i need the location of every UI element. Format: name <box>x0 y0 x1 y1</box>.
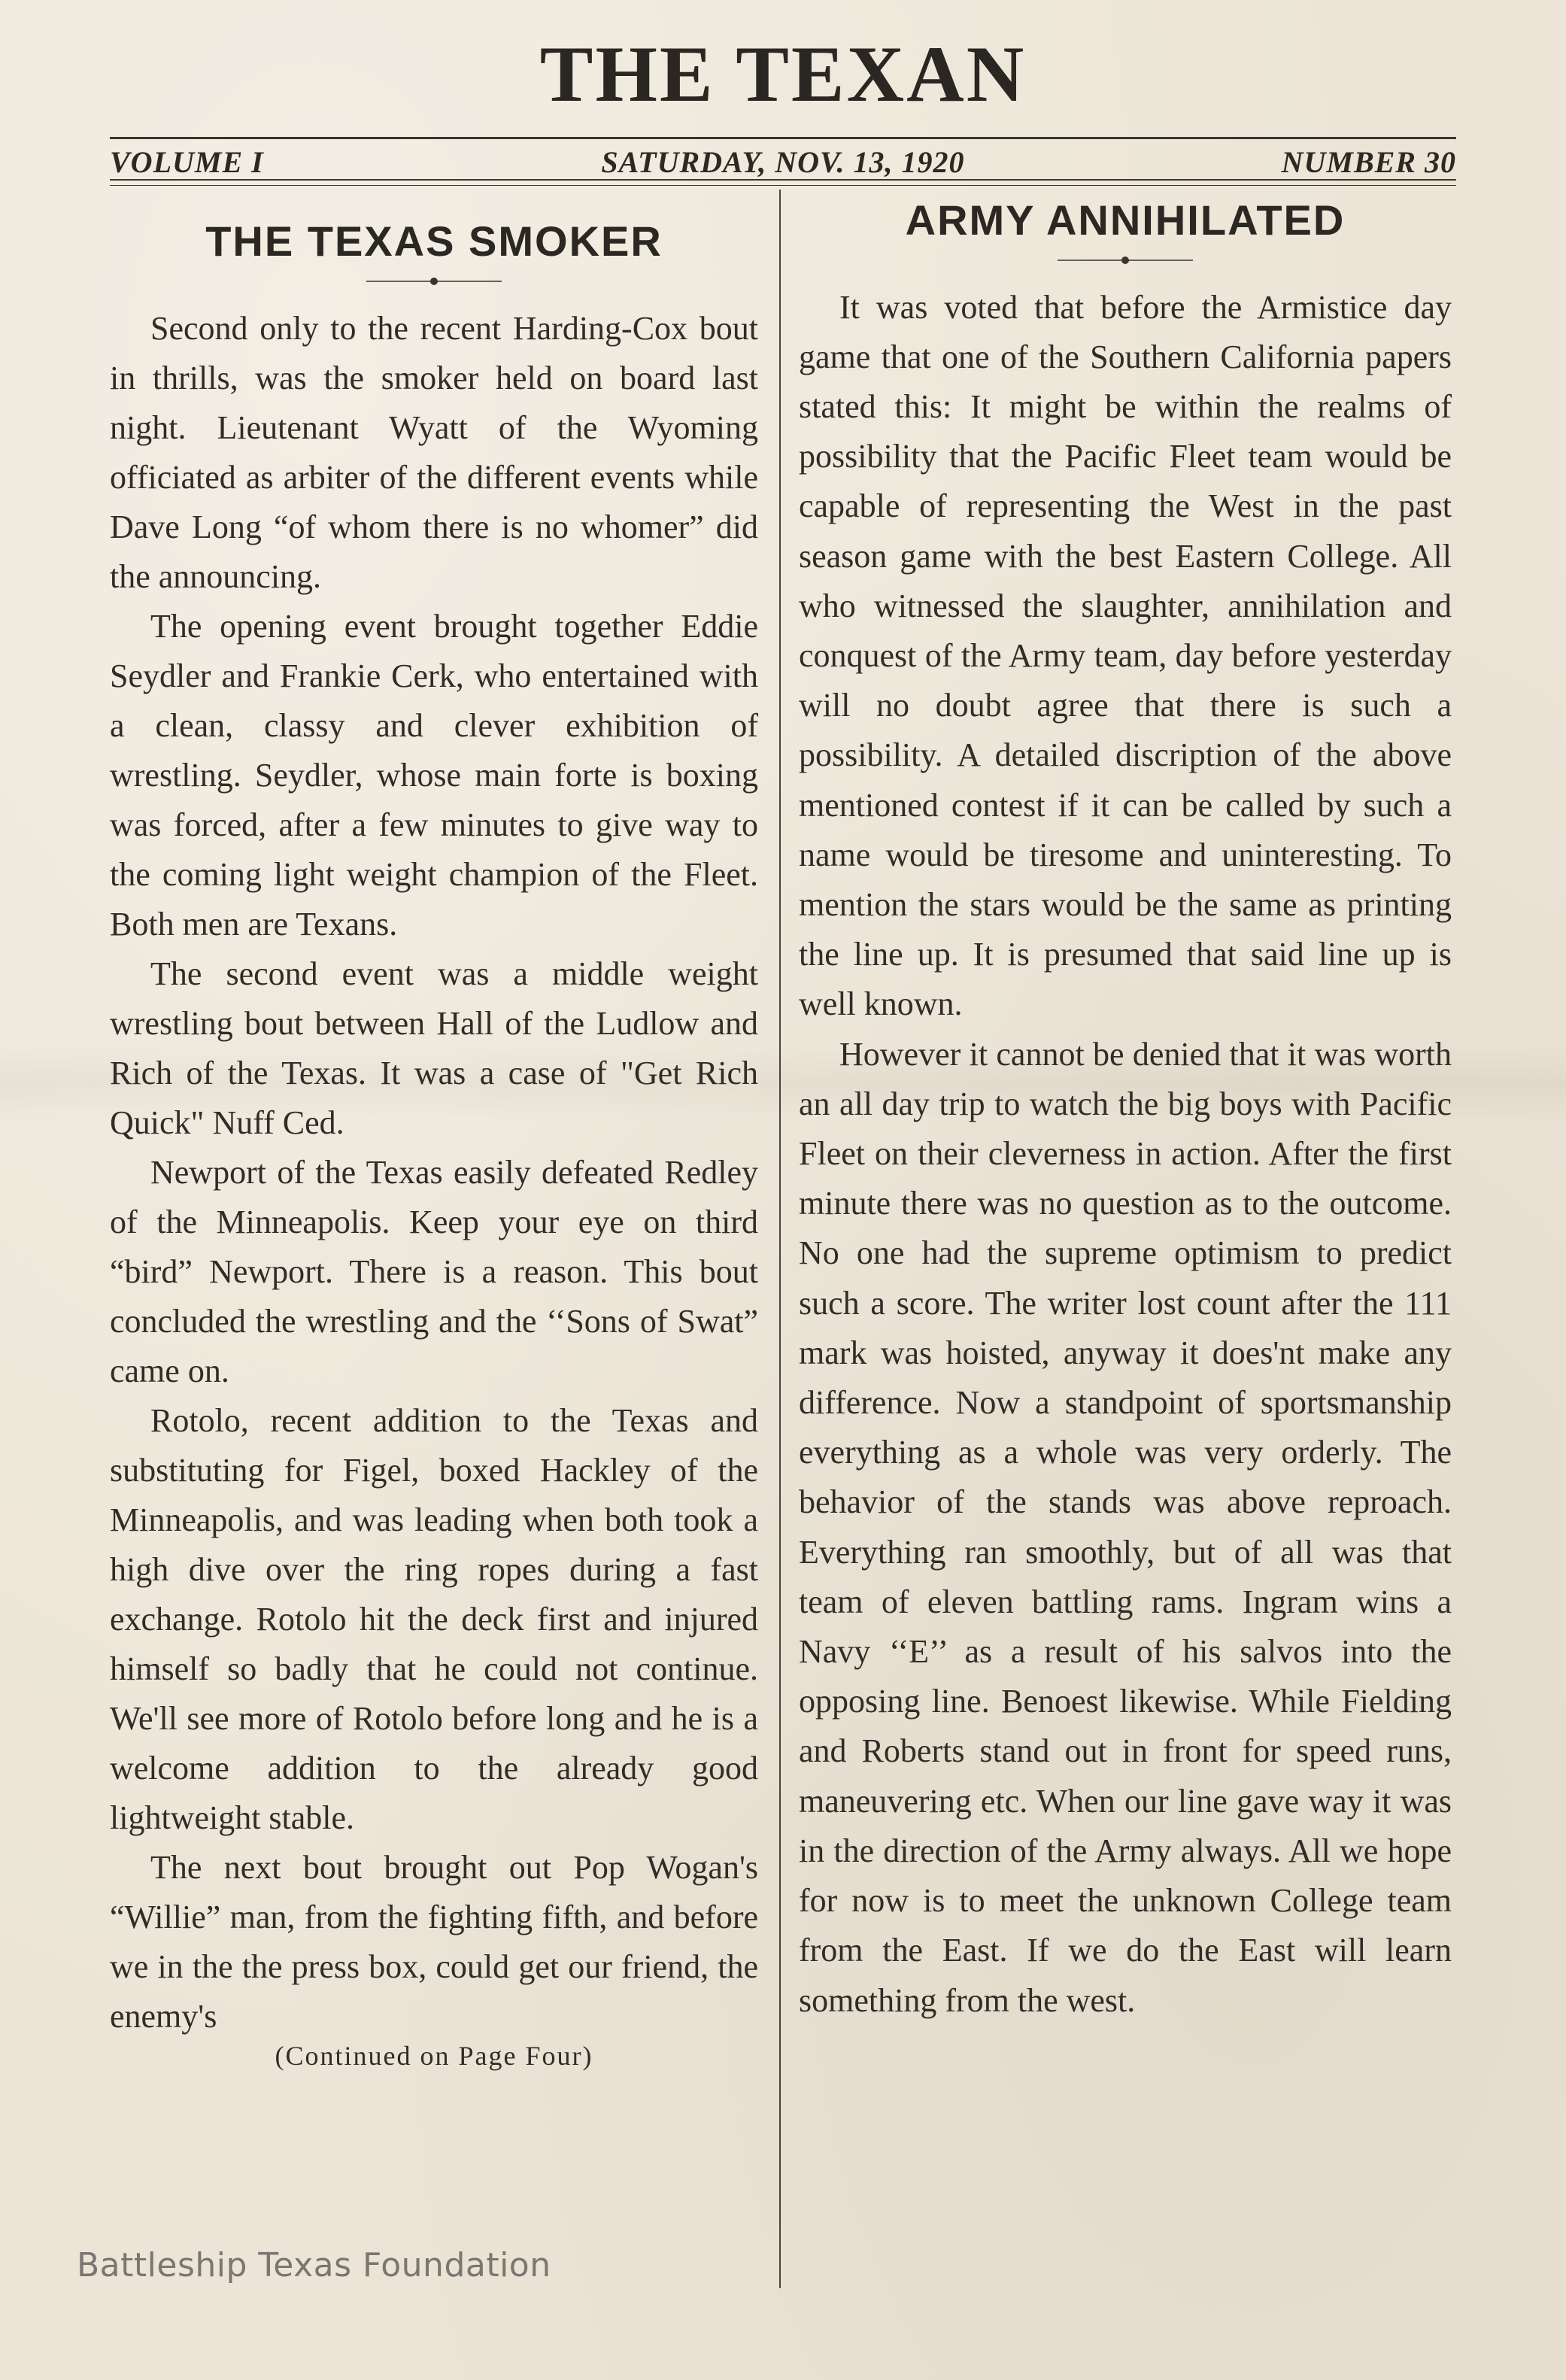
masthead-rule-bottom-thin <box>110 185 1456 186</box>
column-divider <box>779 190 781 2288</box>
volume-label: VOLUME I <box>110 145 264 179</box>
issue-date: SATURDAY, NOV. 13, 1920 <box>601 145 965 179</box>
left-column <box>110 196 758 2072</box>
right-article-body <box>799 283 1452 2026</box>
left-article-paragraph: Rotolo, recent addition to the Texas and substituting for Figel, boxed Hackley of the Minneapolis, and was leading when both took a high dive over the ring ropes during a fast exchange. Rotolo hit the deck first and injured himself so badly that he could not continue. We'll see more of Rotolo before long and he is a welcome addition to the already good lightweight stable. <box>110 1401 758 1836</box>
left-article-paragraph: The opening event brought together Eddie Seydler and Frankie Cerk, who entertained with a clean, classy and clever exhibition of wrestling. Seydler, whose main forte is boxing was forced, after a few minutes to give way to the coming light weight champion of the Fleet. Both men are Texans. <box>110 607 758 943</box>
left-article-paragraph: Second only to the recent Harding-Cox bout in thrills, was the smoker held on board last night. Lieutenant Wyatt of the Wyoming officiated as arbiter of the different events while Dave Long “of whom there is no whomer” did the announcing. <box>110 309 758 595</box>
right-article-paragraph: However it cannot be denied that it was worth an all day trip to watch the big boys with Pacific Fleet on their cleverness in action. After the first minute there was no question as to the outcome. No one had the supreme optimism to predict such a score. The writer lost count after the 111 mark was hoisted, anyway it does'nt make any difference. Now a standpoint of sportsmanship everything as a whole was very orderly. The behavior of the stands was above reproach. Everything ran smoothly, but of all was that team of eleven battling rams. Ingram wins a Navy ‘‘E’’ as a result of his salvos into the opposing line. Benoest likewise. While Fielding and Roberts stand out in front for speed runs, maneuvering etc. When our line gave way it was in the direction of the Army always. All we hope for now is to meet the unknown College team from the East. If we do the East will learn something from the west. <box>799 1035 1452 2019</box>
right-article-paragraph: It was voted that before the Armistice day game that one of the Southern California papers stated this: It might be within the realms of possibility that the Pacific Fleet team would be capable of representing the West in the past season game with the best Eastern College. All who witnessed the slaughter, annihilation and conquest of the Army team, day before yesterday will no doubt agree that there is such a possibility. A detailed discription of the above mentioned contest if it can be called by such a name would be tiresome and uninteresting. To mention the stars would be the same as printing the line up. It is presumed that said line up is well known. <box>799 288 1452 1023</box>
right-column <box>799 196 1452 2026</box>
masthead-title: THE TEXAN <box>539 30 1027 118</box>
masthead-rule-bottom <box>110 179 1456 181</box>
left-article-paragraph: The second event was a middle weight wrestling bout between Hall of the Ludlow and Rich of the Texas. It was a case of "Get Rich Quick" Nuff Ced. <box>110 955 758 1141</box>
right-article-headline: ARMY ANNIHILATED <box>905 196 1346 244</box>
divider-ornament-icon <box>1058 254 1193 266</box>
divider-ornament-icon <box>366 275 502 287</box>
watermark-text: Battleship Texas Foundation <box>77 2246 551 2284</box>
masthead-rule-top <box>110 137 1456 139</box>
continued-notice: (Continued on Page Four) <box>275 2040 593 2071</box>
left-article-headline: THE TEXAS SMOKER <box>205 217 663 265</box>
issue-number: NUMBER 30 <box>1281 145 1456 179</box>
left-article-paragraph: The next bout brought out Pop Wogan's “Willie” man, from the fighting fifth, and before we in the the press box, could get our friend, the enemy's <box>110 1848 758 2035</box>
left-article-body <box>110 304 758 2042</box>
left-article-paragraph: Newport of the Texas easily defeated Redley of the Minneapolis. Keep your eye on third “bird” Newport. There is a reason. This bout concluded the wrestling and the ‘‘Sons of Swat” came on. <box>110 1153 758 1389</box>
